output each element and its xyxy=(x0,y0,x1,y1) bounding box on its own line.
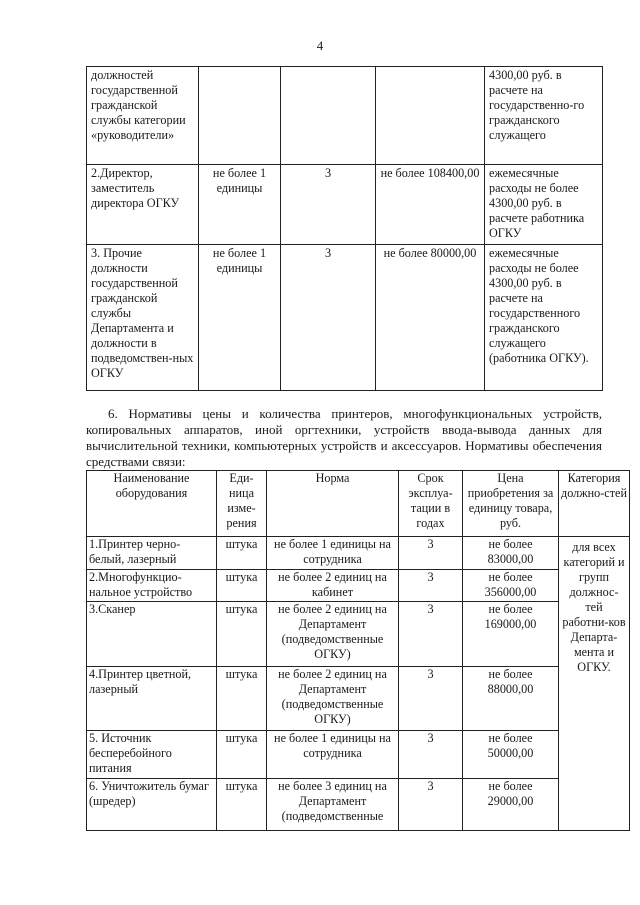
term-cell: 3 xyxy=(399,602,463,667)
price-cell: не более 169000,00 xyxy=(463,602,559,667)
unit-cell: штука xyxy=(217,602,267,667)
unit-cell: штука xyxy=(217,779,267,831)
quantity-cell: 3 xyxy=(281,165,376,245)
norm-cell: не более 2 единиц на кабинет xyxy=(267,570,399,602)
table-row xyxy=(87,537,630,570)
unit-cell: штука xyxy=(217,731,267,779)
table-header-row xyxy=(87,471,630,537)
table-row xyxy=(87,67,603,165)
term-cell: 3 xyxy=(399,667,463,731)
header-price: Цена приобретения за единицу товара, руб. xyxy=(463,471,559,537)
unit-cell: штука xyxy=(217,537,267,570)
name-cell: 4.Принтер цветной, лазерный xyxy=(87,667,217,731)
norm-cell: не более 1 единицы на сотрудника xyxy=(267,537,399,570)
term-cell: 3 xyxy=(399,537,463,570)
table-row xyxy=(87,165,603,245)
table-row xyxy=(87,570,630,602)
price-cell: не более 50000,00 xyxy=(463,731,559,779)
header-category: Категория должно-стей xyxy=(559,471,630,537)
equipment-norms-table xyxy=(86,470,630,831)
norm-cell: не более 2 единиц на Департамент (подведомственные ОГКУ) xyxy=(267,667,399,731)
price-cell: не более 88000,00 xyxy=(463,667,559,731)
section-6-paragraph xyxy=(86,406,602,470)
price-cell: не более 356000,00 xyxy=(463,570,559,602)
norm-cell: не более 3 единиц на Департамент (подведомственные xyxy=(267,779,399,831)
price-cell: не более 29000,00 xyxy=(463,779,559,831)
other-cell: ежемесячные расходы не более 4300,00 руб. в расчете на государственного гражданского служащего (работника ОГКУ). xyxy=(485,245,603,391)
name-cell: 3.Сканер xyxy=(87,602,217,667)
communication-norms-table xyxy=(86,66,603,391)
paragraph-text: 6. Нормативы цены и количества принтеров, многофункциональных устройств, копировальных аппаратов, иной оргтехники, устройств ввода-вывода данных для вычислительной техники, компьютерных устройств и аксессуаров. Нормативы обеспечения средствами связи: xyxy=(86,406,602,469)
other-cell: ежемесячные расходы не более 4300,00 руб. в расчете работника ОГКУ xyxy=(485,165,603,245)
unit-cell: не более 1 единицы xyxy=(199,165,281,245)
other-cell: 4300,00 руб. в расчете на государственно-го гражданского служащего xyxy=(485,67,603,165)
unit-cell: штука xyxy=(217,667,267,731)
name-cell: 6. Уничтожитель бумаг (шредер) xyxy=(87,779,217,831)
header-name: Наименование оборудования xyxy=(87,471,217,537)
header-unit: Еди-ница изме-рения xyxy=(217,471,267,537)
table-row xyxy=(87,779,630,831)
norm-cell: не более 2 единиц на Департамент (подведомственные ОГКУ) xyxy=(267,602,399,667)
position-cell: должностей государственной гражданской службы категории «руководители» xyxy=(87,67,199,165)
quantity-cell: 3 xyxy=(281,245,376,391)
quantity-cell xyxy=(281,67,376,165)
table-row xyxy=(87,731,630,779)
term-cell: 3 xyxy=(399,731,463,779)
table-row xyxy=(87,667,630,731)
position-cell: 3. Прочие должности государственной гражданской службы Департамента и должности в подведомствен-ных ОГКУ xyxy=(87,245,199,391)
norm-cell: не более 1 единицы на сотрудника xyxy=(267,731,399,779)
header-norm: Норма xyxy=(267,471,399,537)
price-cell: не более 80000,00 xyxy=(376,245,485,391)
table-row xyxy=(87,245,603,391)
term-cell: 3 xyxy=(399,570,463,602)
name-cell: 2.Многофункцио-нальное устройство xyxy=(87,570,217,602)
name-cell: 5. Источник бесперебойного питания xyxy=(87,731,217,779)
unit-cell: штука xyxy=(217,570,267,602)
price-cell: не более 83000,00 xyxy=(463,537,559,570)
unit-cell xyxy=(199,67,281,165)
term-cell: 3 xyxy=(399,779,463,831)
price-cell xyxy=(376,67,485,165)
page-number: 4 xyxy=(316,38,324,53)
table-row xyxy=(87,602,630,667)
position-cell: 2.Директор, заместитель директора ОГКУ xyxy=(87,165,199,245)
category-cell: для всех категорий и групп должнос-тей работни-ков Департа-мента и ОГКУ. xyxy=(559,537,630,831)
header-term: Срок эксплуа-тации в годах xyxy=(399,471,463,537)
unit-cell: не более 1 единицы xyxy=(199,245,281,391)
name-cell: 1.Принтер черно-белый, лазерный xyxy=(87,537,217,570)
price-cell: не более 108400,00 xyxy=(376,165,485,245)
